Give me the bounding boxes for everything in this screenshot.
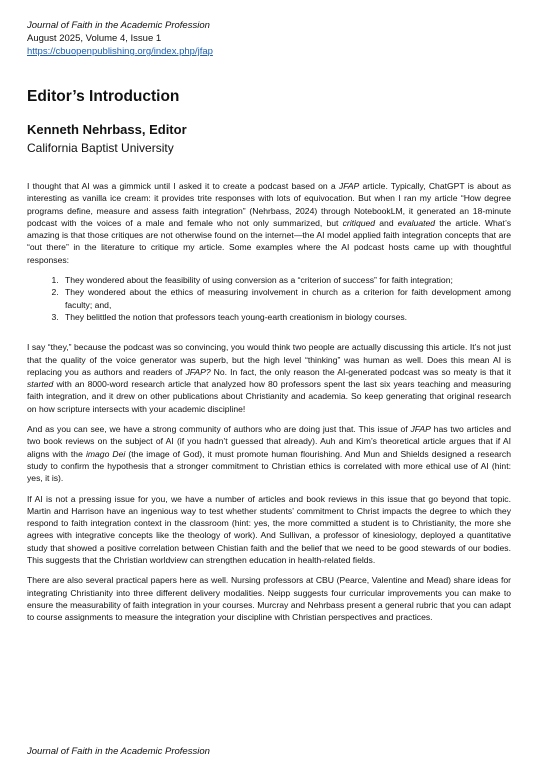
examples-list — [27, 274, 511, 323]
paragraph-1: I thought that AI was a gimmick until I asked it to create a podcast based on a JFAP article. Typically, ChatGPT is about as interesting as vanilla ice cream: it provides trite responses with lots of equivocation. But when I ran my article “How degree programs define, measure and assess faith integration” (Nehrbass, 2024) through NotebookLM, it generated an 18-minute podcast with the voices of a male and female who not only summarized, but critiqued and evaluated the article. What’s amazing is that those critiques are not otherwise found on the internet—the AI model applied faith integration concepts that are “out there” in the literature to critique my article. Some examples where the AI podcast hosts came up with thoughtful responses: — [27, 181, 511, 265]
author-name: Kenneth Nehrbass, Editor — [27, 122, 187, 137]
list-item: 3. They belittled the notion that professors teach young-earth creationism in biology courses. — [61, 311, 511, 323]
paragraph-5: There are also several practical papers here as well. Nursing professors at CBU (Pearce, Valentine and Mead) share ideas for integrating Christianity into three different delivery modalities. Neipp suggests four curricular improvements you can make to ensure the measurability of faith integration in your courses. Murcray and Nehrbass present a general rubric that you can adapt to course assignments to measure the integration your discipline with Christian perspectives and practices. — [27, 575, 511, 623]
issue-info: August 2025, Volume 4, Issue 1 — [27, 33, 162, 44]
journal-header — [27, 19, 213, 58]
page-footer: Journal of Faith in the Academic Profession — [27, 746, 210, 757]
list-item: 1. They wondered about the feasibility of using conversion as a “criterion of success” for faith integration; — [61, 274, 511, 286]
page-title: Editor’s Introduction — [27, 88, 180, 105]
journal-name: Journal of Faith in the Academic Profession — [27, 20, 210, 31]
paragraph-2: I say “they,” because the podcast was so convincing, you would think two people are actually discussing this article. It’s not just that the quality of the voice generator was superb, but the high level “thinking” was human as well. Does this mean AI is replacing you as authors and readers of JFAP? No. In fact, the only reason the AI-generated podcast was so meaty is that it started with an 8000-word research article that analyzed how 80 professors spent the last six years teaching and measuring faith integration, and it drew on other publications about Christianity and academia. So keep generating that original research on how scripture intersects with your academic discipline! — [27, 342, 512, 414]
paragraph-4: If AI is not a pressing issue for you, we have a number of articles and book reviews in this issue that go beyond that topic. Martin and Harrison have an ingenious way to test whether students’ commitment to Christ impacts the degree to which they respond to faith integration context in the classroom (hint: yes, the more committed a student is to Christianity, the more she agrees with integrative concepts like the theology of work). And Sullivan, a professor of kinesiology, deployed a quantitative study that showed a positive correlation between Chistian faith and the belief that we need to be good stewards of our bodies. This suggests that the Christian worldview can strengthen education in health-related fields. — [27, 493, 511, 566]
article-body — [27, 180, 511, 632]
journal-link[interactable]: https://cbuopenpublishing.org/index.php/jfap — [27, 46, 213, 57]
author-affiliation: California Baptist University — [27, 141, 174, 155]
list-item: 2. They wondered about the ethics of measuring involvement in church as a criterion for faith development among faculty; and, — [61, 286, 511, 311]
paragraph-3: And as you can see, we have a strong community of authors who are doing just that. This issue of JFAP has two articles and two book reviews on the subject of AI (if you hadn’t guessed that already). Auh and Kim’s theoretical article argues that if AI aligns with the imago Dei (the image of God), it must promote human flourishing. And Mun and Shields designed a research study to confirm the hypothesis that a stronger commitment to Christian ethics is correlated with more ethical use of AI (hint: yes, it is). — [27, 424, 512, 484]
